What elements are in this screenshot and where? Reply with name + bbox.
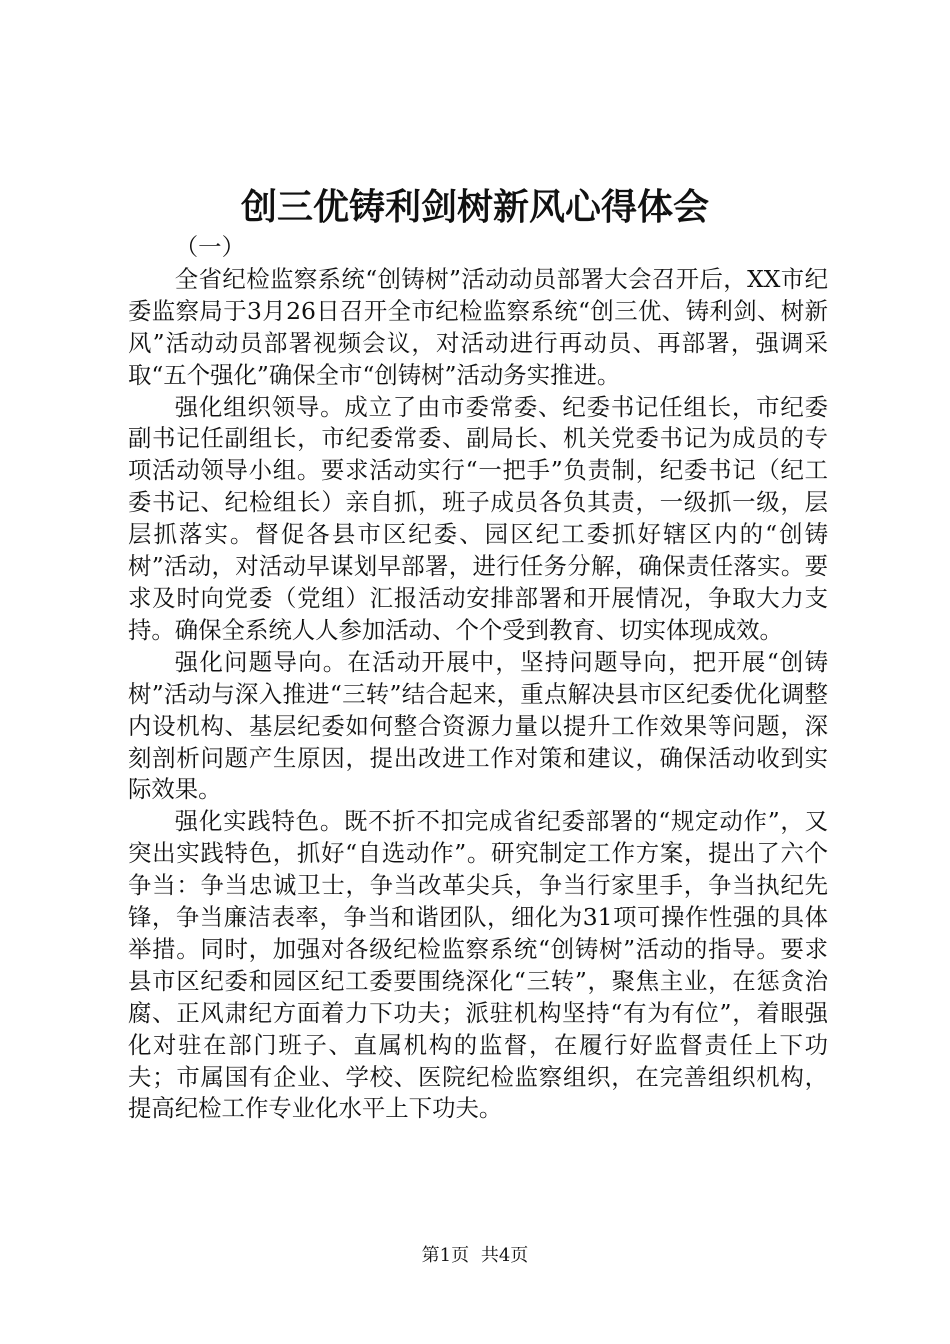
page-total: 共4页 bbox=[480, 1245, 529, 1266]
paragraph-intro: 全省纪检监察系统“创铸树”活动动员部署大会召开后，XX市纪委监察局于3月26日召开全市纪检监察系统“创三优、铸利剑、树新风”活动动员部署视频会议，对活动进行再动员、再部署，强调采取“五个强化”确保全市“创铸树”活动务实推进。 bbox=[128, 264, 828, 389]
paragraph-problem-orientation: 强化问题导向。在活动开展中，坚持问题导向，把开展“创铸树”活动与深入推进“三转”结合起来，重点解决县市区纪委优化调整内设机构、基层纪委如何整合资源力量以提升工作效果等问题，深刻剖析问题产生原因，提出改进工作对策和建议，确保活动收到实际效果。 bbox=[128, 647, 828, 804]
section-mark: （一） bbox=[174, 233, 245, 261]
paragraph-practice: 强化实践特色。既不折不扣完成省纪委部署的“规定动作”，又突出实践特色，抓好“自选动作”。研究制定工作方案，提出了六个争当：争当忠诚卫士，争当改革尖兵，争当行家里手，争当执纪先锋，争当廉洁表率，争当和谐团队，细化为31项可操作性强的具体举措。同时，加强对各级纪检监察系统“创铸树”活动的指导。要求县市区纪委和园区纪工委要围绕深化“三转”，聚焦主业，在惩贪治腐、正风肃纪方面着力下功夫；派驻机构坚持“有为有位”，着眼强化对驻在部门班子、直属机构的监督，在履行好监督责任上下功夫；市属国有企业、学校、医院纪检监察组织，在完善组织机构，提高纪检工作专业化水平上下功夫。 bbox=[128, 807, 828, 1123]
page-number: 第1页 bbox=[421, 1245, 470, 1266]
paragraph-organization: 强化组织领导。成立了由市委常委、纪委书记任组长，市纪委副书记任副组长，市纪委常委、副局长、机关党委书记为成员的专项活动领导小组。要求活动实行“一把手”负责制，纪委书记（纪工委书记、纪检组长）亲自抓，班子成员各负其责，一级抓一级，层层抓落实。督促各县市区纪委、园区纪工委抓好辖区内的“创铸树”活动，对活动早谋划早部署，进行任务分解，确保责任落实。要求及时向党委（党组）汇报活动安排部署和开展情况，争取大力支持。确保全系统人人参加活动、个个受到教育、切实体现成效。 bbox=[128, 392, 828, 644]
page-footer bbox=[0, 1244, 950, 1268]
document-title: 创三优铸利剑树新风心得体会 bbox=[240, 186, 709, 228]
document-body bbox=[128, 232, 828, 1125]
